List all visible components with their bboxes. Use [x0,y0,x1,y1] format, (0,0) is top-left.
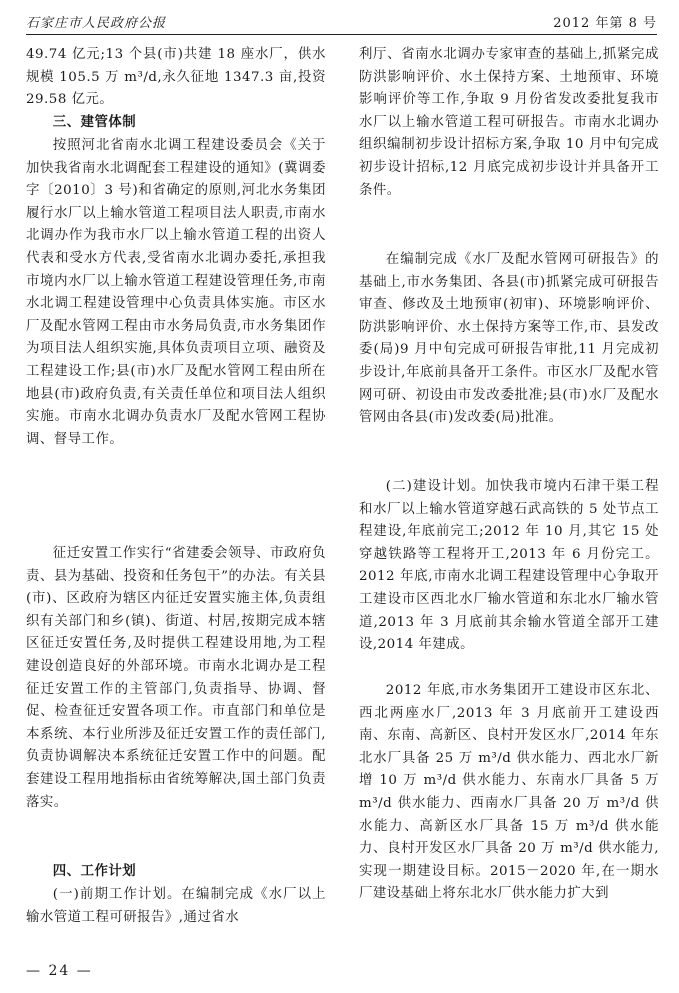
paragraph-intro: 49.74 亿元;13 个县(市)共建 18 座水厂，供水规模 105.5 万 m³/d,永久征地 1347.3 亩,投资 29.58 亿元。 [26,47,326,108]
paragraph-governance-1: 按照河北省南水北调工程建设委员会《关于加快我省南水北调配套工程建设的通知》(冀调委字〔2010〕3 号)和省确定的原则,河北水务集团履行水厂以上输水管道工程项目法人职责,市南水北调办作为我市水厂以上输水管道工程的出资人代表和受水方代表,受省南水北调办委托,承担我市境内水厂以上输水管道工程建设管理任务,市南水北调工程建设管理中心负责具体实施。市区水厂及配水管网工程由市水务局负责,市水务集团作为项目法人组织实施,具体负责项目立项、融资及工程建设工作;县(市)水厂及配水管网工程由所在地县(市)政府负责,有关责任单位和项目法人组织实施。市南水北调办负责水厂及配水管网工程协调、督导工作。 [26,138,326,447]
issue-number: 2012 年第 8 号 [553,16,657,31]
paragraph-construction-plan: (二)建设计划。加快我市境内石津干渠工程和水厂以上输水管道穿越石武高铁的 5 处节点工程建设,年底前完工;2012 年 10 月,其它 15 处穿越铁路等工程将开工,2013 年 6 月份完工。2012 年底,市南水北调工程建设管理中心争取开工建设市区西北水厂输水管道和东北水厂输水管道,2013 年 3 月底前其余输水管道全部开工建设,2014 年建成。 [359,479,659,653]
page-number: — 24 — [26,963,93,979]
section-heading-work-plan: 四、工作计划 [52,864,137,879]
paragraph-governance-2: 征迁安置工作实行“省建委会领导、市政府负责、县为基础、投资和任务包干”的办法。有关县(市)、区政府为辖区内征迁安置实施主体,负责组织有关部门和乡(镇)、街道、村居,按期完成本辖区征迁安置任务,及时提供工程建设用地,为工程建设创造良好的外部环境。市南水北调办是工程征迁安置工作的主管部门,负责指导、协调、督促、检查征迁安置各项工作。市直部门和单位是本系统、本行业所涉及征迁安置工作的责任部门,负责协调解决本系统征迁安置工作中的问题。配套建设工程用地指标由省统筹解决,国土部门负责落实。 [26,546,326,810]
paragraph-feasibility: 在编制完成《水厂及配水管网可研报告》的基础上,市水务集团、各县(市)抓紧完成可研报告审查、修改及土地预审(初审)、环境影响评价、防洪影响评价、水土保持方案等工作,市、县发改委(局)9 月中旬完成可研报告审批,11 月完成初步设计,年底前具备开工条件。市区水厂及配水管网可研、初设由市发改委批准;县(市)水厂及配水管网由各县(市)发改委(局)批准。 [359,252,659,426]
paragraph-continued: 利厅、省南水北调办专家审查的基础上,抓紧完成防洪影响评价、水土保持方案、土地预审、环境影响评价等工作,争取 9 月份省发改委批复我市水厂以上输水管道工程可研报告。市南水北调办组织编制初步设计招标方案,争取 10 月中旬完成初步设计招标,12 月底完成初步设计并具备开工条件。 [359,47,659,198]
paragraph-work-plan-1: (一)前期工作计划。在编制完成《水厂以上输水管道工程可研报告》,通过省水 [26,887,326,925]
paragraph-water-plants: 2012 年底,市水务集团开工建设市区东北、西北两座水厂,2013 年 3 月底前开工建设西南、东南、高新区、良村开发区水厂,2014 年东北水厂具备 25 万 m³/d 供水能力、西北水厂新增 10 万 m³/d 供水能力、东南水厂具备 5 万 m³/d 供水能力、西南水厂具备 20 万 m³/d 供水能力、高新区水厂具备 15 万 m³/d 供水能力、良村开发区水厂具备 20 万 m³/d 供水能力,实现一期建设目标。2015－2020 年,在一期水厂建设基础上将东北水厂供水能力扩大到 [359,683,659,902]
left-column [26,44,326,930]
section-heading-governance: 三、建管体制 [52,115,137,130]
publication-title: 石家庄市人民政府公报 [26,16,167,31]
page-header [26,6,657,35]
right-column [359,44,659,952]
